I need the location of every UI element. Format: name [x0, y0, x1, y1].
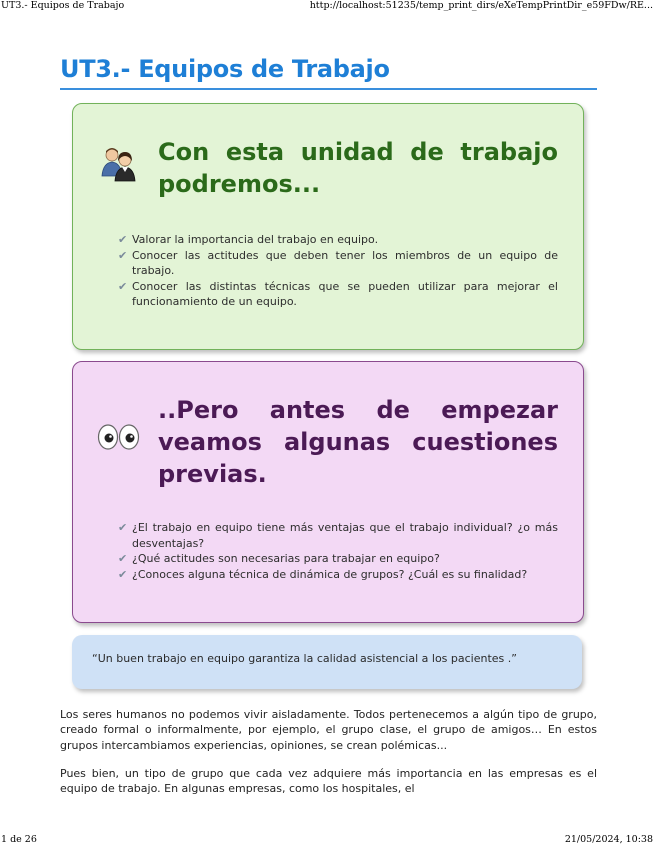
- body-paragraph: Pues bien, un tipo de grupo que cada vez adquiere más importancia en las empresas es el equipo de trabajo. En algunas empresas, como los hospitales, el: [60, 767, 597, 796]
- check-icon: ✔: [118, 233, 128, 246]
- print-header-title: UT3.- Equipos de Trabajo: [1, 0, 125, 11]
- quote-text: “Un buen trabajo en equipo garantiza la calidad asistencial a los pacientes .”: [92, 652, 517, 665]
- page-number: 1 de 26: [1, 834, 37, 845]
- body-paragraph: Los seres humanos no podemos vivir aisladamente. Todos pertenecemos a algún tipo de grupo, creado formal o informalmente, por ejemplo, el grupo clase, el grupo de amigos… En estos grupos intercambiamos experiencias, opiniones, se crean polémicas...: [60, 708, 597, 752]
- quote-box: [72, 635, 582, 689]
- two-people-icon: [99, 144, 139, 188]
- list-item: ✔ ¿El trabajo en equipo tiene más ventajas que el trabajo individual? ¿o más desventajas?: [118, 521, 558, 550]
- print-datetime: 21/05/2024, 10:38: [564, 834, 653, 845]
- check-icon: ✔: [118, 521, 128, 534]
- title-rule: [60, 88, 597, 90]
- objectives-box: [72, 103, 584, 350]
- questions-heading: ..Pero antes de empezar veamos algunas cuestiones previas.: [158, 396, 558, 488]
- list-item: ✔ ¿Conoces alguna técnica de dinámica de grupos? ¿Cuál es su finalidad?: [118, 567, 528, 581]
- objectives-heading: Con esta unidad de trabajo podremos...: [158, 138, 558, 198]
- check-icon: ✔: [118, 567, 128, 581]
- list-item: ✔ Valorar la importancia del trabajo en equipo.: [118, 233, 379, 246]
- page-title: UT3.- Equipos de Trabajo: [60, 55, 390, 83]
- questions-list: [118, 520, 558, 582]
- list-item: ✔ ¿Qué actitudes son necesarias para trabajar en equipo?: [118, 552, 440, 565]
- check-icon: ✔: [118, 248, 128, 262]
- check-icon: ✔: [118, 279, 128, 293]
- list-item: ✔ Conocer las actitudes que deben tener los miembros de un equipo de trabajo.: [118, 248, 558, 277]
- print-header: [0, 0, 655, 14]
- print-header-url: http://localhost:51235/temp_print_dirs/eXeTempPrintDir_e59FDw/RE...: [309, 0, 653, 11]
- list-item: ✔ Conocer las distintas técnicas que se pueden utilizar para mejorar el funcionamiento de un equipo.: [118, 279, 558, 308]
- check-icon: ✔: [118, 552, 128, 565]
- eyes-icon: [97, 422, 141, 456]
- questions-box: [72, 361, 584, 623]
- print-footer: [0, 834, 655, 848]
- objectives-list: [118, 232, 558, 310]
